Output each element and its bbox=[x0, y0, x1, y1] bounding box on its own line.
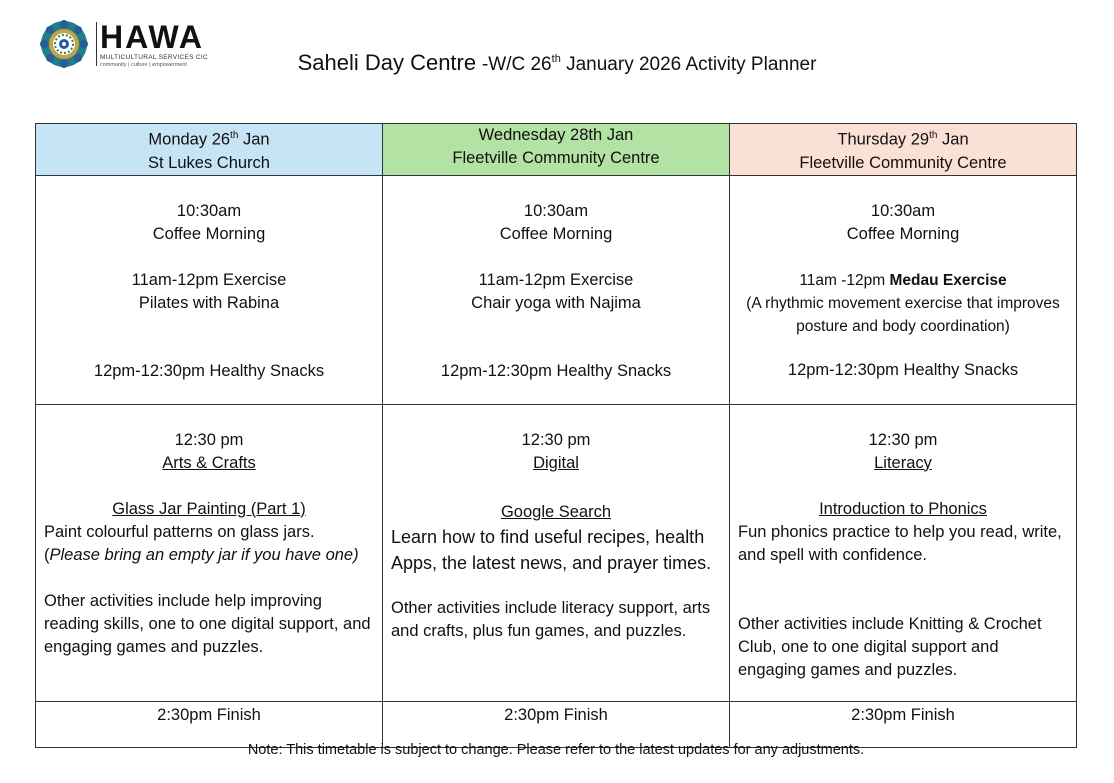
coffee-label: Coffee Morning bbox=[152, 224, 266, 243]
coffee-label: Coffee Morning bbox=[499, 224, 613, 243]
header-wednesday bbox=[383, 124, 730, 176]
afternoon-thursday bbox=[730, 404, 1077, 701]
snacks: 12pm-12:30pm Healthy Snacks bbox=[787, 360, 1019, 379]
activity-description: Paint colourful patterns on glass jars. bbox=[44, 522, 315, 541]
exercise-time: 11am -12pm Medau Exercise bbox=[799, 271, 1007, 289]
exercise-detail: Pilates with Rabina bbox=[138, 293, 280, 312]
session-time: 12:30 pm bbox=[868, 430, 938, 449]
activity-note: (Please bring an empty jar if you have one) bbox=[44, 545, 359, 564]
exercise-detail: Chair yoga with Najima bbox=[471, 293, 641, 312]
other-activities: Other activities include Knitting & Crochet Club, one to one digital support and engaging games and puzzles. bbox=[738, 614, 1042, 679]
activity-description: Fun phonics practice to help you read, write, and spell with confidence. bbox=[738, 522, 1062, 564]
logo-name: HAWA bbox=[100, 19, 204, 55]
venue-label: Fleetville Community Centre bbox=[799, 153, 1007, 172]
logo-tagline: community | culture | empowerment bbox=[100, 62, 187, 68]
logo-subtitle: MULTICULTURAL SERVICES CIC bbox=[100, 54, 208, 61]
activity-title: Introduction to Phonics bbox=[819, 499, 987, 518]
finish-thursday: 2:30pm Finish bbox=[730, 701, 1077, 747]
finish-wednesday: 2:30pm Finish bbox=[383, 701, 730, 747]
coffee-label: Coffee Morning bbox=[846, 224, 960, 243]
coffee-time: 10:30am bbox=[176, 201, 242, 220]
snacks: 12pm-12:30pm Healthy Snacks bbox=[440, 361, 672, 380]
venue-label: Fleetville Community Centre bbox=[452, 149, 660, 167]
snacks: 12pm-12:30pm Healthy Snacks bbox=[93, 361, 325, 380]
activity-planner-table bbox=[35, 123, 1077, 748]
header-row bbox=[36, 124, 1077, 176]
exercise-name: Medau Exercise bbox=[889, 271, 1007, 289]
day-label: Thursday 29th Jan bbox=[837, 130, 969, 149]
header-monday bbox=[36, 124, 383, 176]
coffee-time: 10:30am bbox=[870, 201, 936, 220]
venue-label: St Lukes Church bbox=[148, 153, 270, 172]
page-title: Saheli Day Centre -W/C 26th January 2026 Activity Planner bbox=[297, 50, 817, 75]
afternoon-wednesday bbox=[383, 404, 730, 701]
category-label: Literacy bbox=[874, 453, 932, 472]
other-activities: Other activities include literacy support, arts and crafts, plus fun games, and puzzles. bbox=[391, 598, 711, 640]
session-time: 12:30 pm bbox=[174, 430, 244, 449]
morning-wednesday bbox=[383, 175, 730, 404]
footer-note: Note: This timetable is subject to change. Please refer to the latest updates for any adjustments. bbox=[247, 742, 865, 758]
activity-title: Glass Jar Painting (Part 1) bbox=[112, 499, 306, 518]
afternoon-row bbox=[36, 404, 1077, 701]
session-time: 12:30 pm bbox=[521, 430, 591, 449]
day-label: Monday 26th Jan bbox=[148, 130, 270, 149]
morning-thursday bbox=[730, 175, 1077, 404]
other-activities: Other activities include help improving reading skills, one to one digital support, and engaging games and puzzles. bbox=[44, 591, 371, 656]
finish-monday: 2:30pm Finish bbox=[36, 701, 383, 747]
category-label: Digital bbox=[533, 453, 579, 472]
exercise-detail: (A rhythmic movement exercise that improves posture and body coordination) bbox=[746, 294, 1060, 335]
exercise-time: 11am-12pm Exercise bbox=[478, 270, 634, 289]
category-label: Arts & Crafts bbox=[162, 453, 256, 472]
finish-row bbox=[36, 701, 1077, 747]
activity-title: Google Search bbox=[500, 502, 612, 521]
exercise-time: 11am-12pm Exercise bbox=[131, 270, 287, 289]
morning-monday bbox=[36, 175, 383, 404]
day-label: Wednesday 28th Jan bbox=[478, 126, 634, 144]
afternoon-monday bbox=[36, 404, 383, 701]
morning-row bbox=[36, 175, 1077, 404]
header-thursday bbox=[730, 124, 1077, 176]
coffee-time: 10:30am bbox=[523, 201, 589, 220]
activity-description: Learn how to find useful recipes, health Apps, the latest news, and prayer times. bbox=[391, 526, 712, 573]
